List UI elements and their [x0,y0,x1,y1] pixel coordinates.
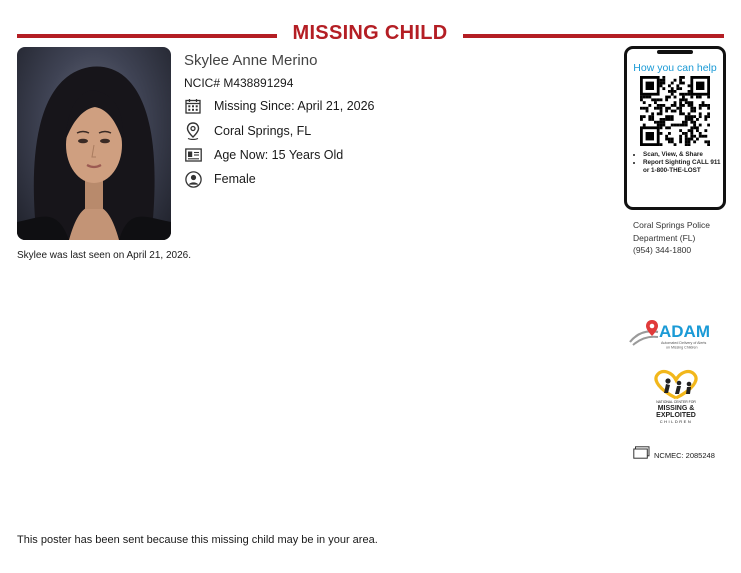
agency-contact [633,219,733,257]
sex-row [184,169,256,189]
help-bullet-scan: • Scan, View, & Share [643,151,721,159]
footer-note: This poster has been sent because this missing child may be in your area. [17,534,378,546]
ncic-number: NCIC# M438891294 [184,76,294,90]
adam-tagline-1: Automated Delivery of Alerts [661,341,707,345]
sex: Female [214,172,256,186]
help-panel [624,46,726,210]
location-row [184,121,311,141]
adam-tagline-2: on Missing Children [666,345,698,350]
person-icon [184,170,202,188]
ncmec-line-3: EXPLOITED [656,412,696,419]
id-card-icon [184,146,202,164]
location: Coral Springs, FL [214,124,312,138]
missing-since-row [184,96,375,116]
agency-phone: (954) 344-1800 [633,245,692,255]
ncmec-line-4: CHILDREN [659,419,693,424]
help-heading: How you can help [633,62,717,74]
ncmec-number: NCMEC: 2085248 [654,450,715,460]
ncmec-line-2: MISSING & [657,405,695,412]
calendar-icon [184,97,202,115]
qr-code[interactable] [640,76,710,146]
adam-wordmark: ADAM [659,322,710,341]
poster-title: MISSING CHILD [292,22,448,44]
phone-notch [657,50,693,54]
ncmec-logo [646,368,706,428]
child-photo [17,47,171,240]
location-pin-icon [184,122,202,140]
header-rule-right [463,34,724,38]
help-bullets [631,151,721,175]
missing-since: Missing Since: April 21, 2026 [214,99,375,113]
last-seen-text: Skylee was last seen on April 21, 2026. [17,250,191,261]
help-bullet-report: • Report Sighting CALL 911 or 1-800-THE-LOST [643,159,721,175]
folder-icon [633,446,650,464]
child-name: Skylee Anne Merino [184,52,318,69]
header-rule-left [17,34,277,38]
agency-name-line1: Coral Springs Police [633,220,711,230]
age-now: Age Now: 15 Years Old [214,148,344,162]
ncmec-line-1: NATIONAL CENTER FOR [656,400,696,404]
age-row [184,145,343,165]
ncmec-case-id [633,446,715,464]
agency-name-line2: Department (FL) [633,232,696,243]
adam-logo [628,318,720,352]
